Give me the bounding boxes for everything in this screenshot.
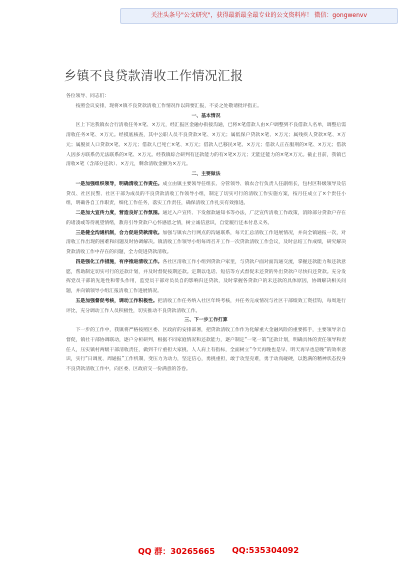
intro-paragraph: 按照会议安排，现将×镇不良贷款清收工作情况作以简要汇报，不妥之处敬请批评指正。 [75, 103, 262, 109]
paragraph-text: 加强与镇农合行网点的沟通联系，每天汇总清收工作进展情况，并向全镇通报一次，对清收工作出现的困难和问题及时协调解决。镇清收工作领导小组每周召开工作一次贷款清收工作会议，及时总结工作成绩，研究解决贷款清收工作中存在的问题，全力促进贷款清收。 [66, 230, 346, 255]
body-paragraph [66, 209, 346, 229]
footer-contacts [0, 546, 408, 560]
qq-number: QQ:535304092 [232, 546, 299, 555]
paragraph-lead: 二是加大宣传力度，营造良好工作氛围。 [75, 211, 163, 216]
paragraph-lead: 五是加强督促考核，调动工作积极性。 [75, 298, 158, 304]
document-body [66, 92, 346, 532]
paragraph-text: 把清收工作任务纳入社区年终考核，并任务完成情况与社区干部绩效工资挂钩，每周进行评比，充分调动工作人员积极性，切实推动不良贷款清收工作。 [66, 298, 346, 314]
paragraph-lead: 三是健全沟通机制，合力促进贷款清收。 [75, 230, 163, 236]
body-paragraph [66, 258, 346, 297]
body-paragraph [66, 229, 346, 258]
qq-group-number: QQ 群：30265665 [138, 547, 215, 556]
body-paragraph [66, 180, 346, 209]
promo-banner: 关注头条号"公文研究"，获得最新最全最专业的公文资料库！ 微信：gongwenvv [120, 8, 398, 24]
body-paragraph [66, 297, 346, 317]
body-paragraph [66, 121, 346, 170]
page-title: 乡镇不良贷款清收工作情况汇报 [64, 68, 244, 83]
section-heading: 三、下一步工作打算 [184, 318, 228, 324]
paragraph-text: 下一步的工作中，我镇将严格按照区委、区政府的安排部署，把贷款清收工作作为化解重大金融风险的重要抓手，主要领导亲自督促，镇社干部协调联动，逐户分析研判，根据不同家庭情况和还款能力，逐户制定“一笔一策”还款计划，明确具体的责任领导和责任人，压实镇村两级干部清收责任，做到千斤重担大家挑、人人肩上有指标，全面树立“今天再晚也是早、明天再早也是晚”的效率意识，实行“日调度、周通报”工作机制，变压力为动力，坚定信心，勇挑重担，敢于攻坚克难，勇于动真碰硬，以饱满的精神状态投身不良贷款清收工作中，向区委、区政府交一份满意的答卷。 [66, 328, 346, 372]
paragraph-text: 区上下达我镇农合行清收任务×笔、×万元，经汇报区金融办衔接沟通，已将×笔借款人由×户调整到不良借款人名单，调整后需清收任务×笔、×万元。经摸底核查，其中公职人员不良贷款×笔、×万元；属低保户贷款×笔、×万元；属残疾人贷款×笔、×万元；属脱贫人口贷款×笔、×万元；借款人已死亡×笔、×万元；借款人已移民×笔、×万元；借款人正在服刑的×笔、×万元；借款人因多方联系仍无法联系的×笔、×万元。经我镇综合研判有还款能力的有×笔×万元；无能还能力的×笔×万元。截止目前，我镇已清收×笔（含部分还款）、×万元，剩余清收金额为×万元。 [66, 123, 346, 168]
paragraph-text: 成立由镇主要领导任组长、分管领导、镇农合行负责人任副组长，包村区科级领导及信贷员、社区民警、社区干部为成员的不良贷款清收工作领导小组，制定了切实可行的清收工作实施方案，按月任成立了×个贵任小组，明确各自工作职责，细化工作任务，落实工作责任，确保清收工作扎实有效推进。 [66, 181, 346, 207]
paragraph-lead: 四是强化工作措施，有序推进清收工作。 [75, 259, 163, 265]
paragraph-lead: 一是加强组织领导，明确清收工作责任。 [75, 181, 163, 187]
paragraph-text: 各社区清收工作小组到贷款户家里，与贷款户面对面沟通交流，掌握还款能力和还款意愿，帮助制定切实可行的还款计划，并及时督促按期还款。定期以电话、短信等方式督促未还贷的外出贷款户尽快归还贷款。充分发挥党员干部的先进性和带头作用，监党员干部对员员自的影响归还贷款，及时掌握各贷款户的未还款的具体原因，协调解决相关问题，并向镇领导小组汇报清收工作进展情况。 [66, 259, 346, 294]
section-heading: 一、基本情况 [191, 113, 221, 119]
body-paragraph [66, 326, 346, 375]
paragraph-text: 通过入户宣传、下发催款通知书等办法，广泛宣传清收工作政策，消除部分贷款户存在的诸凑或等待观望情绪，教育引导贷款户心怀感恩之情，树立诚信意识，自觉履行还本付息义务。 [66, 211, 346, 226]
salutation: 各位领导、同志们： [66, 94, 110, 99]
section-heading: 二、主要做法 [191, 172, 221, 177]
